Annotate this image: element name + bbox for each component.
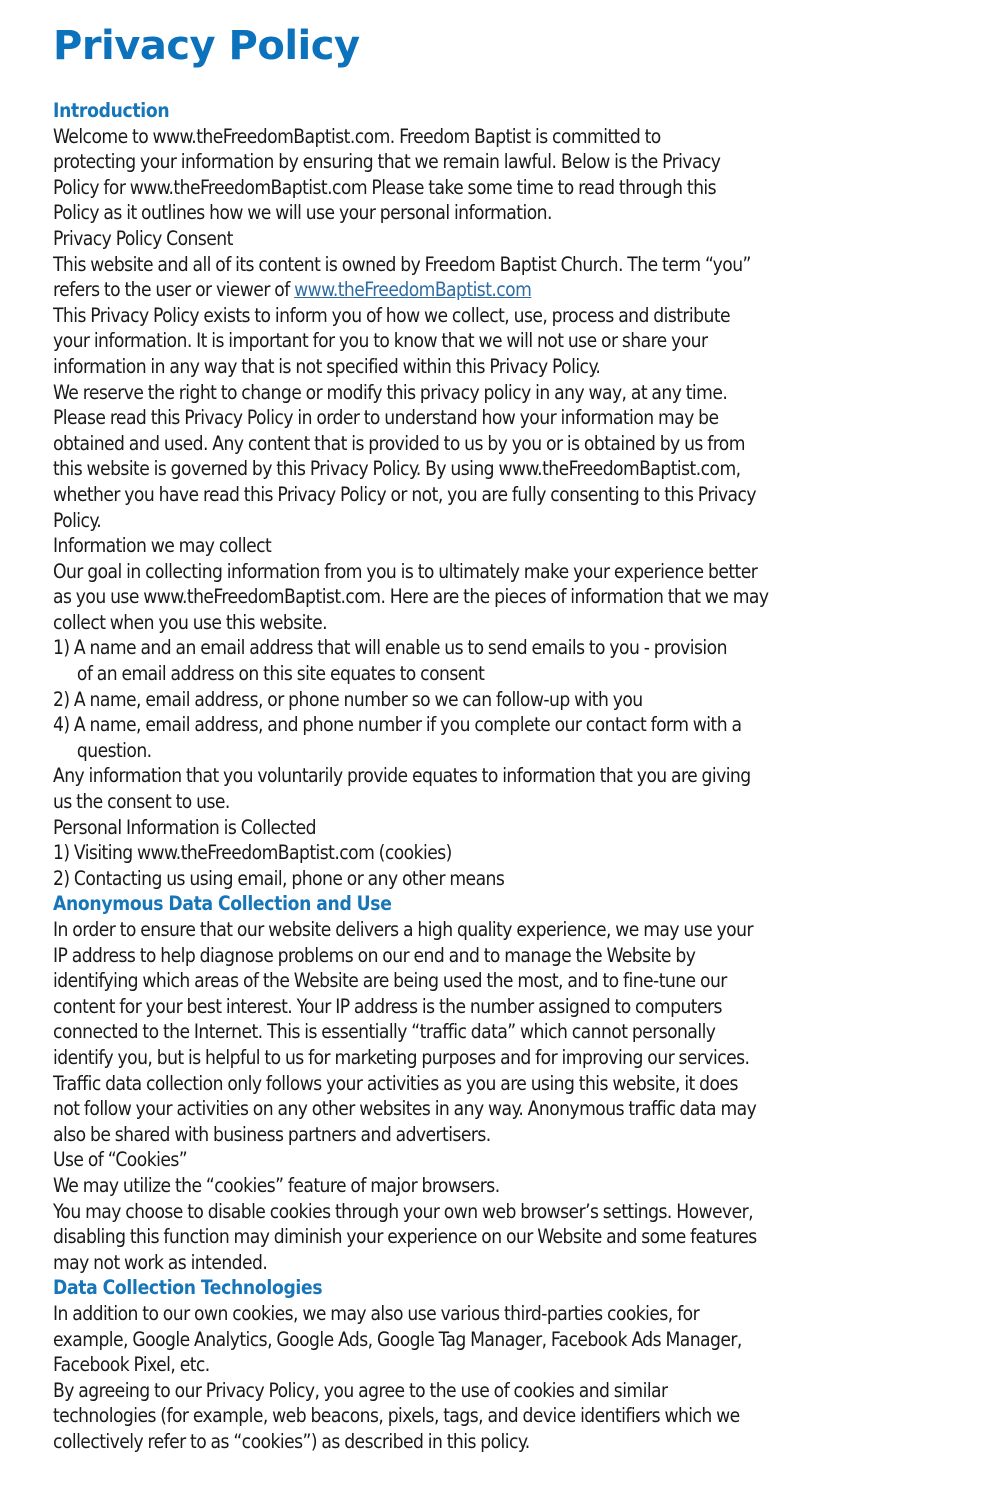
paragraph-line: Welcome to www.theFreedomBaptist.com. Freedom Baptist is committed to	[53, 124, 661, 148]
paragraph-line: protecting your information by ensuring that we remain lawful. Below is the Privacy	[53, 150, 721, 174]
paragraph-line: By agreeing to our Privacy Policy, you agree to the use of cookies and similar	[53, 1378, 668, 1402]
paragraph-line: your information. It is important for you to know that we will not use or share your	[53, 329, 708, 353]
page-title: Privacy Policy	[53, 23, 360, 69]
paragraph-line: Policy.	[53, 508, 102, 532]
paragraph-line: us the consent to use.	[53, 790, 230, 814]
subheading-information-we-may-collect: Information we may collect	[53, 534, 272, 558]
paragraph-line: obtained and used. Any content that is provided to us by you or is obtained by us from	[53, 431, 745, 455]
paragraph-line: In order to ensure that our website delivers a high quality experience, we may use your	[53, 918, 753, 941]
website-link[interactable]: www.theFreedomBaptist.com	[294, 278, 532, 302]
paragraph-line: identify you, but is helpful to us for marketing purposes and for improving our services.	[53, 1045, 750, 1069]
paragraph-line: may not work as intended.	[53, 1250, 268, 1274]
paragraph-line: example, Google Analytics, Google Ads, Google Tag Manager, Facebook Ads Manager,	[53, 1327, 742, 1351]
list-item: 1) A name and an email address that will enable us to send emails to you - provision	[53, 636, 727, 660]
list-item: 2) Contacting us using email, phone or any other means	[53, 866, 505, 890]
paragraph-line: This Privacy Policy exists to inform you of how we collect, use, process and distribute	[53, 303, 731, 327]
section-heading-anonymous-data: Anonymous Data Collection and Use	[53, 892, 392, 916]
paragraph-line: whether you have read this Privacy Policy or not, you are fully consenting to this Privacy	[53, 482, 757, 506]
paragraph-line: information in any way that is not specified within this Privacy Policy.	[53, 354, 601, 378]
link-prefix-text: refers to the user or viewer of	[53, 278, 295, 302]
section-heading-introduction: Introduction	[53, 99, 170, 122]
paragraph-line: Our goal in collecting information from you is to ultimately make your experience better	[53, 559, 758, 583]
list-item-continuation: of an email address on this site equates to consent	[76, 662, 485, 686]
subheading-personal-information: Personal Information is Collected	[53, 815, 317, 839]
paragraph-line: This website and all of its content is owned by Freedom Baptist Church. The term “you”	[53, 252, 751, 276]
paragraph-line: Policy as it outlines how we will use your personal information.	[53, 201, 552, 225]
subheading-privacy-policy-consent: Privacy Policy Consent	[53, 226, 233, 250]
paragraph-line: connected to the Internet. This is essentially “traffic data” which cannot personally	[53, 1020, 716, 1044]
paragraph-line: Any information that you voluntarily provide equates to information that you are giving	[53, 764, 751, 788]
paragraph-line: technologies (for example, web beacons, pixels, tags, and device identifiers which we	[53, 1404, 740, 1428]
paragraph-line: You may choose to disable cookies through your own web browser’s settings. However,	[53, 1199, 754, 1223]
paragraph-line: Traffic data collection only follows your activities as you are using this website, it does	[53, 1071, 738, 1095]
subheading-use-of-cookies: Use of “Cookies”	[53, 1148, 188, 1172]
list-item: 2) A name, email address, or phone number so we can follow-up with you	[53, 687, 643, 711]
paragraph-line: collect when you use this website.	[53, 610, 328, 634]
paragraph-line: IP address to help diagnose problems on our end and to manage the Website by	[53, 943, 696, 967]
paragraph-line: disabling this function may diminish your experience on our Website and some features	[53, 1225, 757, 1249]
paragraph-line: In addition to our own cookies, we may also use various third-parties cookies, for	[53, 1301, 700, 1325]
paragraph-line: this website is governed by this Privacy Policy. By using www.theFreedomBaptist.com,	[53, 457, 741, 481]
list-item-continuation: question.	[76, 738, 152, 762]
paragraph-line: Policy for www.theFreedomBaptist.com Please take some time to read through this	[53, 175, 717, 199]
paragraph-line: Facebook Pixel, etc.	[53, 1353, 210, 1377]
list-item: 4) A name, email address, and phone number if you complete our contact form with a	[53, 713, 742, 737]
paragraph-line: content for your best interest. Your IP address is the number assigned to computers	[53, 994, 722, 1018]
paragraph-line: as you use www.theFreedomBaptist.com. Here are the pieces of information that we may	[53, 585, 769, 609]
section-heading-data-collection-technologies: Data Collection Technologies	[53, 1276, 323, 1300]
paragraph-line: also be shared with business partners and advertisers.	[53, 1122, 491, 1146]
paragraph-line: Please read this Privacy Policy in order to understand how your information may be	[53, 406, 719, 430]
paragraph-line: not follow your activities on any other websites in any way. Anonymous traffic data may	[53, 1097, 757, 1121]
paragraph-line: We reserve the right to change or modify this privacy policy in any way, at any time.	[53, 380, 728, 404]
list-item: 1) Visiting www.theFreedomBaptist.com (cookies)	[53, 841, 452, 865]
paragraph-line: We may utilize the “cookies” feature of major browsers.	[53, 1173, 500, 1197]
paragraph-line-with-link	[53, 277, 968, 303]
paragraph-line: collectively refer to as “cookies”) as described in this policy.	[53, 1429, 530, 1453]
paragraph-line: identifying which areas of the Website are being used the most, and to fine-tune our	[53, 969, 727, 993]
privacy-policy-document	[53, 18, 973, 1454]
